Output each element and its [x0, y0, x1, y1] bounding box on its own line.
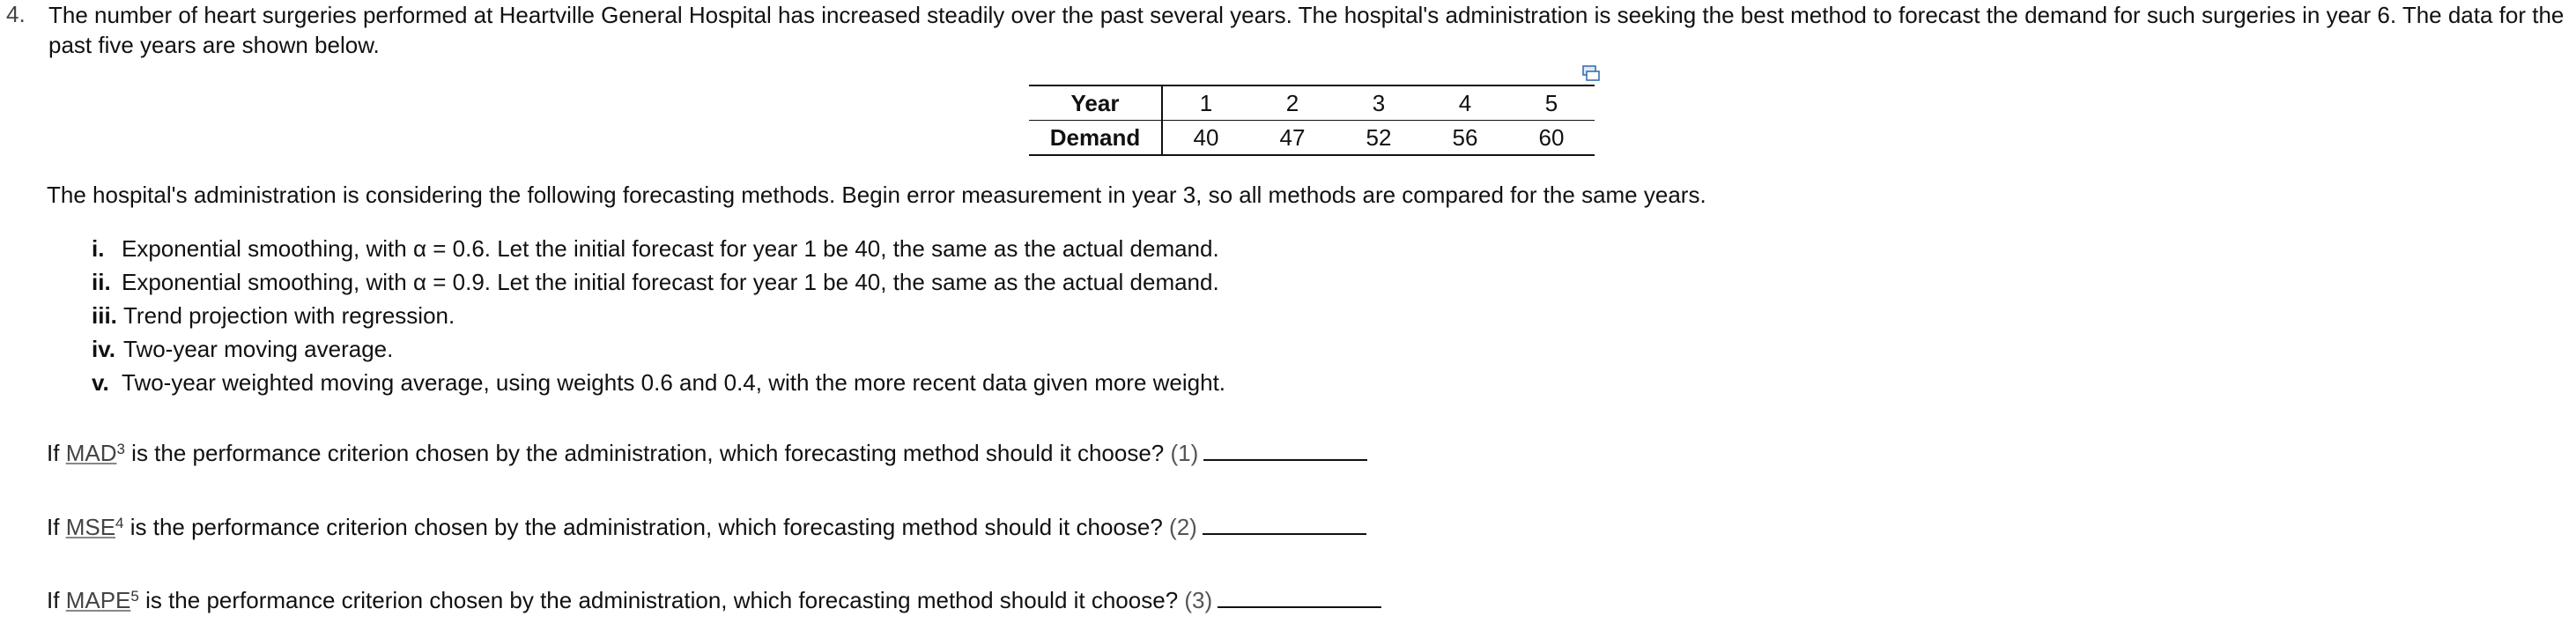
year-cell: 3: [1336, 85, 1422, 121]
year-cell: 2: [1249, 85, 1336, 121]
mad-term-link[interactable]: MAD: [65, 440, 117, 466]
method-numeral: i.: [92, 235, 105, 262]
demand-cell: 40: [1162, 121, 1249, 156]
question-text: is the performance criterion chosen by the administration, which forecasting method should it choose?: [130, 514, 1163, 540]
methods-list: [92, 234, 1225, 402]
method-text: Exponential smoothing, with α = 0.9. Let the initial forecast for year 1 be 40, the same as the actual demand.: [122, 269, 1219, 295]
question-prefix: If: [47, 587, 60, 613]
demand-cell: 60: [1508, 121, 1595, 156]
answer-number: (2): [1169, 514, 1197, 540]
year-cell: 1: [1162, 85, 1249, 121]
footnote-ref: 4: [115, 515, 124, 531]
method-text: Two-year weighted moving average, using weights 0.6 and 0.4, with the more recent data given more weight.: [122, 369, 1226, 396]
mape-term-link[interactable]: MAPE: [65, 587, 131, 613]
footnote-ref: 5: [130, 588, 139, 605]
method-numeral: v.: [92, 369, 109, 396]
answer-blank-2[interactable]: [1203, 514, 1366, 535]
year-cell: 5: [1508, 85, 1595, 121]
answer-blank-3[interactable]: [1218, 587, 1381, 608]
method-text: Trend projection with regression.: [123, 302, 455, 329]
question-mse: [47, 512, 1366, 542]
answer-number: (1): [1170, 440, 1199, 466]
copy-data-icon[interactable]: [1581, 62, 1601, 81]
method-numeral: iv.: [92, 336, 115, 362]
demand-table: [1029, 85, 1595, 156]
answer-blank-1[interactable]: [1203, 440, 1367, 461]
question-number: 4.: [6, 1, 26, 27]
footnote-ref: 3: [116, 441, 125, 457]
year-row-label: Year: [1029, 85, 1162, 121]
method-item: [92, 301, 1225, 335]
methods-intro: The hospital's administration is considering the following forecasting methods. Begin error measurement in year 3, so all methods are compared for the same years.: [47, 182, 1706, 208]
question-text: is the performance criterion chosen by the administration, which forecasting method should it choose?: [131, 440, 1165, 466]
method-item: [92, 234, 1225, 268]
question-mad: [47, 438, 1367, 468]
method-text: Two-year moving average.: [123, 336, 394, 362]
question-text: is the performance criterion chosen by the administration, which forecasting method should it choose?: [145, 587, 1179, 613]
mse-term-link[interactable]: MSE: [65, 514, 116, 540]
demand-cell: 52: [1336, 121, 1422, 156]
demand-row: [1029, 121, 1595, 156]
answer-number: (3): [1184, 587, 1213, 613]
question-intro: The number of heart surgeries performed at Heartville General Hospital has increased steadily over the past several years. The hospital's administration is seeking the best method to forecast the demand for such surgeries in year 6. The data for the past five years are shown below.: [48, 2, 2565, 58]
method-numeral: ii.: [92, 269, 111, 295]
year-row: [1029, 85, 1595, 121]
question-prefix: If: [47, 440, 60, 466]
method-item: [92, 268, 1225, 301]
demand-cell: 47: [1249, 121, 1336, 156]
method-text: Exponential smoothing, with α = 0.6. Let the initial forecast for year 1 be 40, the same as the actual demand.: [122, 235, 1219, 262]
method-item: [92, 335, 1225, 368]
demand-row-label: Demand: [1029, 121, 1162, 156]
method-item: [92, 368, 1225, 402]
demand-cell: 56: [1422, 121, 1508, 156]
question-prefix: If: [47, 514, 60, 540]
question-mape: [47, 585, 1381, 615]
year-cell: 4: [1422, 85, 1508, 121]
method-numeral: iii.: [92, 302, 117, 329]
